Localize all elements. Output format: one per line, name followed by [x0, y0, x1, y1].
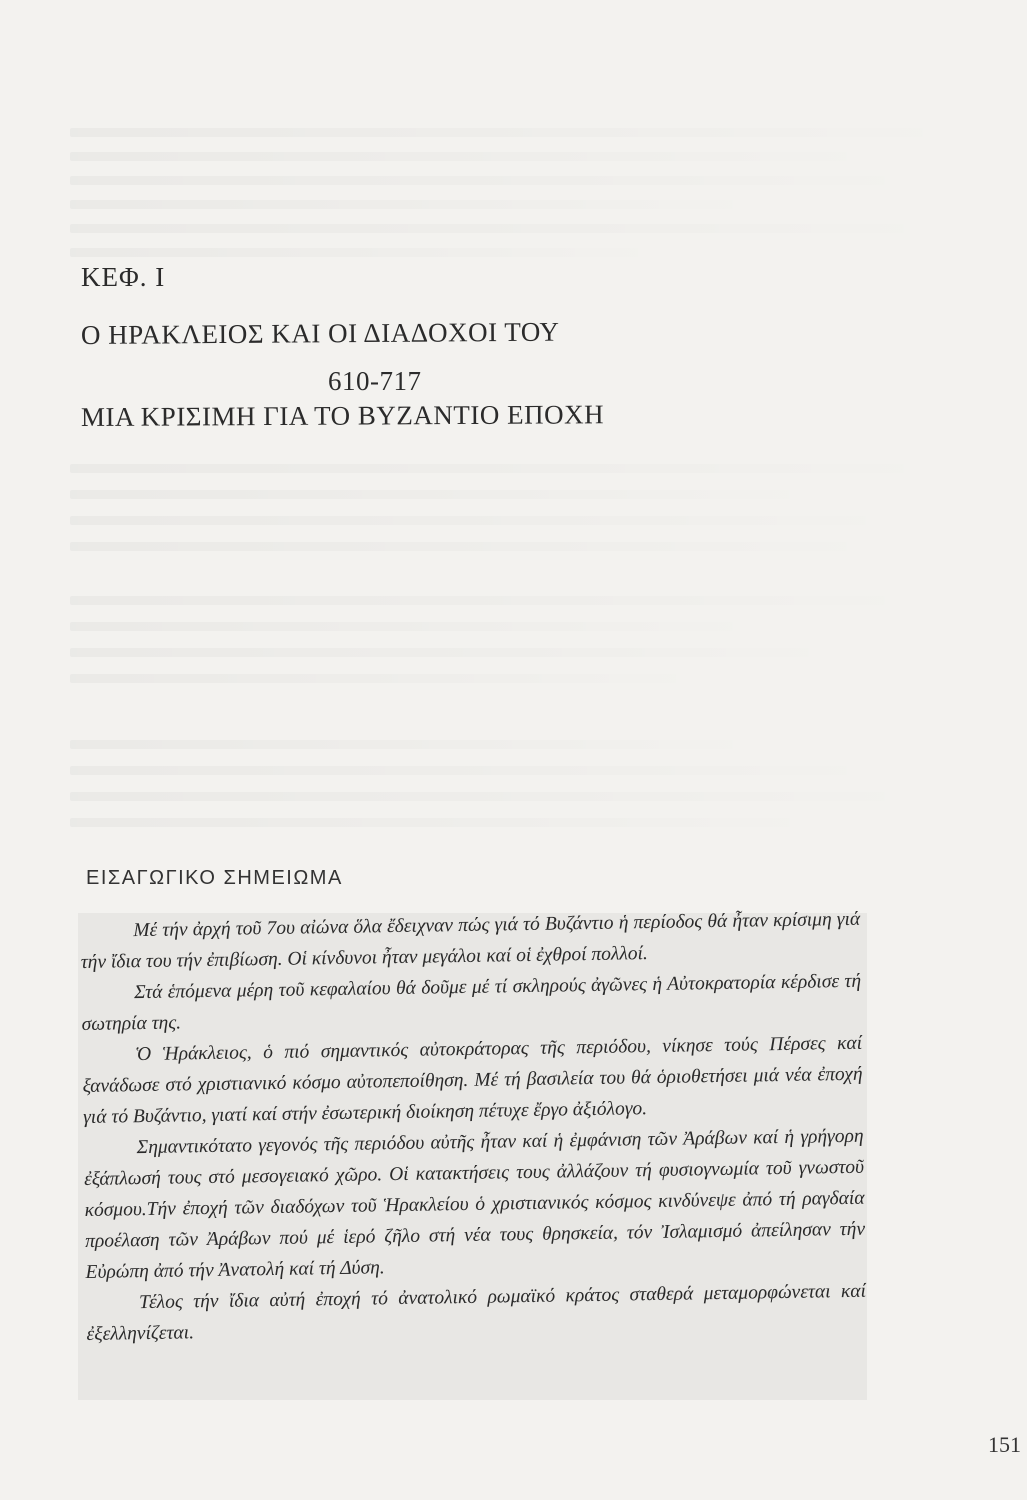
bleed-through	[70, 792, 930, 801]
bleed-through	[70, 596, 930, 605]
intro-heading: ΕΙΣΑΓΩΓΙΚΟ ΣΗΜΕΙΩΜΑ	[86, 867, 343, 889]
chapter-years: 610-717	[328, 366, 422, 396]
bleed-through	[70, 674, 710, 683]
bleed-through	[70, 224, 950, 233]
bleed-through	[70, 516, 910, 525]
bleed-through	[70, 740, 770, 749]
chapter-label: ΚΕΦ. I	[81, 262, 166, 292]
intro-paragraph: Μέ τήν ἀρχή τοῦ 7ου αἰώνα ὅλα ἔδειχναν πώς γιά τό Βυζάντιο ἡ περίοδος θά ἦταν κρίσιμη γιά τήν ἴδια του τήν ἐπιβίωση. Οἱ κίνδυνοι ἦταν μεγάλοι καί οἱ ἐχθροί πολλοί.	[80, 908, 861, 973]
bleed-through	[70, 128, 970, 137]
bleed-through	[70, 176, 930, 185]
intro-paragraph: Ὁ Ἡράκλειος, ὁ πιό σημαντικός αὐτοκράτορας τῆς περιόδου, νίκησε τούς Πέρσες καί ξανάδωσε στό χριστιανικό κόσμο αὐτοπεποίθηση. Μέ τή βασιλεία του θά ὁριοθετήσει μιά νέα ἐποχή γιά τό Βυζάντιο, γιατί καί στήν ἐσωτερική διοίκηση πέτυχε ἔργο ἀξιόλογο.	[82, 1032, 863, 1128]
page-number: 151	[988, 1432, 1021, 1457]
bleed-through	[70, 542, 890, 551]
bleed-through	[70, 622, 770, 631]
bleed-through	[70, 648, 850, 657]
intro-body	[80, 904, 867, 1350]
bleed-through	[70, 200, 770, 209]
intro-paragraph: Στά ἑπόμενα μέρη τοῦ κεφαλαίου θά δοῦμε μέ τί σκληρούς ἀγῶνες ἡ Αὐτοκρατορία κέρδισε τή σωτηρία της.	[81, 970, 862, 1035]
intro-paragraph: Σημαντικότατο γεγονός τῆς περιόδου αὐτῆς ἦταν καί ἡ ἐμφάνιση τῶν Ἀράβων καί ἡ γρήγορη ἐξάπλωσή τους στό μεσογειακό χῶρο. Οἱ κατακτήσεις τους ἀλλάζουν τή φυσιογνωμία τοῦ γνωστοῦ κόσμου.Τήν ἐποχή τῶν διαδόχων τοῦ Ἡρακλείου ὁ χριστιανικός κόσμος κινδύνεψε ἀπό τή ραγδαία προέλαση τῶν Ἀράβων πού μέ ἱερό ζῆλο στή νέα τους θρησκεία, τόν Ἰσλαμισμό ἀπείλησαν τήν Εὐρώπη ἀπό τήν Ἀνατολή καί τή Δύση.	[83, 1125, 866, 1283]
intro-paragraph: Τέλος τήν ἴδια αὐτή ἐποχή τό ἀνατολικό ρωμαϊκό κράτος σταθερά μεταμορφώνεται καί ἐξελληνίζεται.	[86, 1280, 867, 1345]
bleed-through	[70, 152, 890, 161]
chapter-title-line-2: ΜΙΑ ΚΡΙΣΙΜΗ ΓΙΑ ΤΟ ΒΥΖΑΝΤΙΟ ΕΠΟΧΗ	[80, 399, 605, 432]
bleed-through	[70, 818, 830, 827]
bleed-through	[70, 490, 830, 499]
chapter-title-line-1: Ο ΗΡΑΚΛΕΙΟΣ ΚΑΙ ΟΙ ΔΙΑΔΟΧΟΙ ΤΟΥ	[80, 316, 560, 350]
bleed-through	[70, 464, 950, 473]
bleed-through	[70, 248, 670, 257]
bleed-through	[70, 766, 890, 775]
